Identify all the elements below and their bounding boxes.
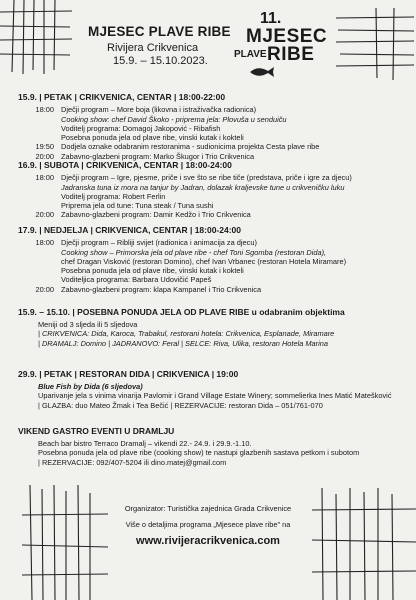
weekend-line: | REZERVACIJE: 092/407-5204 ili dino.matej@gmail.com (38, 457, 227, 467)
program-line: Zabavno-glazbeni program: Damir Kedžo i Trio Crikvenica (61, 210, 251, 220)
time-label: 20:00 (35, 151, 54, 161)
offer-line: | CRIKVENICA: Dida, Karoca, Trabakul, restorani hotela: Crikvenica, Esplanade, Miramare (38, 329, 335, 339)
dida-dinner-section (18, 370, 392, 410)
time-label: 18:00 (35, 238, 54, 248)
time-label: 20:00 (35, 284, 54, 294)
time-label: 18:00 (35, 105, 54, 115)
program-day-16-9 (18, 161, 352, 220)
event-title: MJESEC PLAVE RIBE (88, 24, 231, 39)
program-line: Posebna ponuda jela od plave ribe, vinski kutak i kokteli (61, 266, 244, 276)
time-label: 19:50 (35, 142, 54, 152)
day-heading: 17.9. | NEDJELJA | CRIKVENICA, CENTAR | 18:00-24:00 (18, 225, 242, 235)
program-line: Voditelj programa: Domagoj Jakopović - Ribafish (61, 123, 221, 133)
event-logo (232, 10, 332, 78)
weekend-line: Posebna ponuda jela od plave ribe (cooking show) te nastupi glazbenih sastava petkom i subotom (38, 448, 360, 458)
day-heading: 15.9. | PETAK | CRIKVENICA, CENTAR | 18:00-22:00 (18, 92, 226, 102)
program-line: Priprema jela od tune: Tuna steak / Tuna sushi (61, 201, 214, 211)
more-info-line: Više o detaljima programa „Mjesece plave ribe" na (125, 520, 291, 529)
time-label: 20:00 (35, 210, 54, 220)
program-day-15-9 (18, 93, 319, 161)
logo-edition-number: 11. (260, 10, 282, 27)
program-line: Posebna ponuda jela od plave ribe, vinski kutak i kokteli (61, 133, 244, 143)
section-heading: 15.9. – 15.10. | POSEBNA PONUDA JELA OD PLAVE RIBE u odabranim objektima (18, 307, 345, 317)
organizer-line: Organizator: Turistička zajednica Grada Crikvenice (124, 504, 292, 513)
program-line: Zabavno-glazbeni program: klapa Kampanel i Trio Crikvenica (61, 284, 262, 294)
grid-doodle-top-right (336, 8, 416, 86)
offer-line: | DRAMALJ: Domino | JADRANOVO: Feral | SELCE: Riva, Ulika, restoran Hotela Marina (38, 338, 328, 348)
section-heading: 29.9. | PETAK | RESTORAN DIDA | CRIKVENICA | 19:00 (18, 369, 239, 379)
program-line: Dodjela oznake odabranim restoranima - sudionicima projekta Cesta plave ribe (61, 142, 320, 152)
program-line: Cooking show: chef David Škoko - priprema jela: Plovuša u senduiču (61, 114, 287, 124)
section-heading: VIKEND GASTRO EVENTI U DRAMLJU (18, 426, 175, 436)
time-label: 18:00 (35, 173, 54, 183)
logo-word-ribe: RIBE (267, 44, 315, 65)
program-line: Dječji program – More boja (likovna i istraživačka radionica) (61, 105, 257, 115)
event-subtitle: Rivijera Crikvenica (107, 42, 199, 54)
program-line: Cooking show – Primorska jela od plave ribe - chef Toni Sgomba (restoran Dida), (61, 247, 327, 257)
weekend-line: Beach bar bistro Terraco Dramalj – vikendi 22.- 24.9. i 29.9.-1.10. (38, 438, 252, 448)
logo-word-mjesec: MJESEC (246, 26, 328, 47)
offer-line: Meniji od 3 sljeda ili 5 sljedova (38, 319, 138, 329)
grid-doodle-top-left (0, 0, 80, 80)
website-link[interactable]: www.rivijeracrikvenica.com (136, 535, 280, 547)
program-line: Dječji program – Ribliji svijet (radionica i animacija za djecu) (61, 238, 257, 248)
dinner-line: Uparivanje jela s vinima vinarija Pavlomir i Grand Village Estate Winery; sommelierka Ines Matić Matešković (38, 391, 392, 401)
program-line: Voditelj programa: Robert Ferlin (61, 191, 166, 201)
program-line: Jadranska tuna iz mora na tanjur by Jadran, dolazak kraljevske tune u crikveničku luku (61, 182, 345, 192)
fish-icon (246, 65, 276, 79)
logo-word-plave: PLAVE (234, 49, 267, 60)
day-heading: 16.9. | SUBOTA | CRIKVENICA, CENTAR | 18:00-24:00 (18, 160, 232, 170)
weekend-events-section (18, 427, 359, 467)
dinner-line: Blue Fish by Dida (6 sljedova) (38, 381, 143, 391)
special-offer-section (18, 308, 345, 348)
program-line: Voditeljica programa: Barbara Udovičić Papeš (61, 275, 212, 285)
program-line: Dječji program – Igre, pjesme, priče i sve što se ribe tiče (predstava, priče i igre za djecu) (61, 173, 352, 183)
event-dates: 15.9. – 15.10.2023. (113, 55, 208, 67)
program-line: Zabavno-glazbeni program: Marko Škugor i Trio Crikvenica (61, 151, 255, 161)
program-day-17-9 (18, 226, 346, 294)
program-line: chef Dragan Visković (restoran Domino), chef Ivan Vrbanec (restoran Hotela Miramare) (61, 256, 347, 266)
dinner-line: | GLAZBA: duo Mateo Žmak i Tea Bečić | REZERVACIJE: restoran Dida – 051/761-070 (38, 400, 323, 410)
